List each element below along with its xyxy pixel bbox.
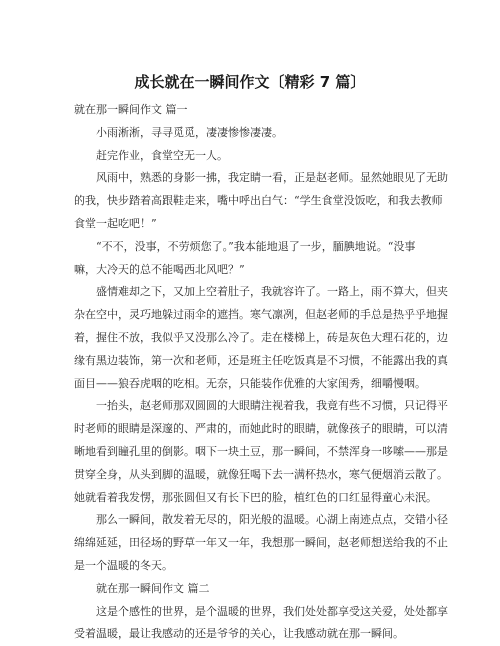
text-line: 的我，快步踏着高跟鞋走来，嘴中呼出白气：“学生食堂没饭吃，和我去教师	[74, 194, 443, 208]
text-line: 是一个温暖的冬天。	[74, 558, 173, 572]
text-line: “不不，没事，不劳烦您了。”我本能地退了一步，腼腆地说。“没事	[96, 239, 416, 253]
text-line: 时老师的眼睛是深邃的、严肃的，而她此时的眼睛，就像孩子的眼睛，可以清	[74, 422, 448, 436]
text-line: 一抬头，赵老师那双圆圆的大眼睛注视着我，我竟有些不习惯，只记得平	[96, 399, 448, 413]
text-line: 绵绵延延，田径场的野草一年又一年，我想那一瞬间，赵老师想送给我的不止	[74, 536, 448, 550]
text-line: 受着温暖，最让我感动的还是爷爷的关心，让我感动就在那一瞬间。	[74, 627, 404, 641]
text-line: 她就看着我发愣，那张圆但又有长下巴的脸，植红色的口红显得童心未泯。	[74, 490, 437, 504]
document-body	[74, 99, 448, 646]
document-title: 成长就在一瞬间作文〔精彩 7 篇〕	[134, 73, 366, 91]
text-line: 缘有黑边装饰，第一次和老师，还是班主任吃饭真是不习惯，不能露出我的真	[74, 353, 448, 367]
text-line: 食堂一起吃吧！”	[74, 216, 157, 230]
text-line: 盛情难却之下，又加上空着肚子，我就容许了。一路上，雨不算大，但夹	[96, 285, 448, 299]
text-line: 赶完作业，食堂空无一人。	[96, 148, 228, 162]
text-line: 就在那一瞬间作文 篇一	[74, 103, 188, 116]
text-line: 着，握住不放，我似乎又没那么冷了。走在楼梯上，砖是灰色大理石花的，边	[74, 330, 448, 344]
text-line: 晰地看到瞳孔里的倒影。咽下一块土豆，那一瞬间，不禁浑身一哆嗦——那是	[74, 444, 448, 458]
text-line: 小雨淅淅，寻寻觅觅，凄凄惨惨凄凄。	[96, 125, 283, 139]
text-line: 那么一瞬间，散发着无尽的，阳光般的温暖。心湖上南迹点点，交错小径	[96, 513, 448, 527]
text-line: 面目——狼吞虎咽的吃相。无奈，只能装作优雅的大家闺秀，细嚼慢咽。	[74, 376, 426, 390]
text-line: 这是个感性的世界，是个温暖的世界，我们处处都享受这关爱，处处都享	[96, 604, 448, 618]
text-line: 嘛，大冷天的总不能喝西北风吧？”	[74, 262, 245, 276]
text-line: 杂在空中，灵巧地躲过雨伞的遮挡。寒气凛冽，但赵老师的手总是热乎乎地握	[74, 308, 448, 322]
text-line: 贯穿全身，从头到脚的温暖，就像狂喝下去一满杯热水，寒气便烟消云散了。	[74, 467, 448, 481]
text-line: 就在那一瞬间作文 篇二	[96, 581, 210, 595]
text-line: 风雨中，熟悉的身影一拂，我定睛一看，正是赵老师。显然她眼见了无助	[96, 171, 448, 185]
